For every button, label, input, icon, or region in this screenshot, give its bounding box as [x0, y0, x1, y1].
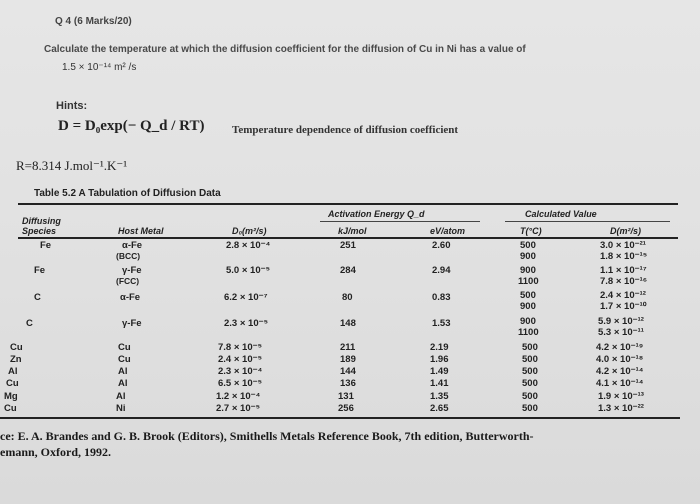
row7-kj: 136: [340, 378, 356, 389]
row9-host: Ni: [116, 403, 126, 414]
row8-t1: 500: [522, 391, 538, 402]
row5-d0: 2.4 × 10⁻⁵: [218, 354, 263, 365]
row4-d0: 7.8 × 10⁻⁵: [218, 342, 263, 353]
row8-d1: 1.9 × 10⁻¹³: [598, 391, 644, 402]
row5-kj: 189: [340, 354, 356, 365]
row7-d1: 4.1 × 10⁻¹⁴: [596, 378, 644, 389]
row9-kj: 256: [338, 403, 354, 414]
row6-ev: 1.49: [430, 366, 449, 377]
row6-d1: 4.2 × 10⁻¹⁴: [596, 366, 644, 377]
row2-d2: 1.7 × 10⁻¹⁰: [600, 301, 647, 312]
gas-constant: R=8.314 J.mol⁻¹.K⁻¹: [16, 158, 128, 173]
row3-ev: 1.53: [432, 318, 451, 329]
row7-t1: 500: [522, 378, 538, 389]
row9-ev: 2.65: [430, 403, 449, 414]
formula-note: Temperature dependence of diffusion coefficient: [232, 124, 459, 136]
source-line-1: ce: E. A. Brandes and G. B. Brook (Editors), Smithells Metals Reference Book, 7th edition, Butterworth-: [0, 429, 534, 443]
row3-d2: 5.3 × 10⁻¹¹: [598, 327, 644, 338]
row4-kj: 211: [340, 342, 356, 353]
activation-group-header: Activation Energy Q_d: [328, 209, 425, 219]
row7-ev: 1.41: [430, 378, 449, 389]
row3-species: C: [26, 318, 33, 329]
header-bottom-rule: [18, 237, 678, 239]
row7-host: Al: [118, 378, 128, 389]
row0-ev: 2.60: [432, 240, 451, 251]
row3-t2: 1100: [518, 327, 539, 338]
row9-d1: 1.3 × 10⁻²²: [598, 403, 644, 414]
row6-host: Al: [118, 366, 128, 377]
row6-species: Al: [8, 366, 18, 377]
row8-ev: 1.35: [430, 391, 449, 402]
row1-d2: 7.8 × 10⁻¹⁶: [600, 276, 648, 287]
row6-d0: 2.3 × 10⁻⁴: [218, 366, 263, 377]
activation-group-rule: [320, 221, 480, 222]
row0-d2: 1.8 × 10⁻¹⁵: [600, 251, 648, 262]
row5-ev: 1.96: [430, 354, 449, 365]
header-ev: eV/atom: [430, 226, 466, 236]
row7-d0: 6.5 × 10⁻⁵: [218, 378, 263, 389]
row1-t2: 1100: [518, 276, 539, 287]
question-prompt: Calculate the temperature at which the diffusion coefficient for the diffusion of Cu in Ni has a value of: [44, 44, 526, 55]
row3-t1: 900: [520, 316, 536, 327]
row2-host: α-Fe: [120, 292, 141, 303]
row8-host: Al: [116, 391, 126, 402]
table-source: [0, 428, 700, 460]
row6-t1: 500: [522, 366, 538, 377]
table-title: Table 5.2 A Tabulation of Diffusion Data: [34, 188, 221, 199]
row5-t1: 500: [522, 354, 538, 365]
row1-t1: 900: [520, 265, 536, 276]
row0-d1: 3.0 × 10⁻²¹: [600, 240, 646, 251]
row0-t2: 900: [520, 251, 536, 262]
row1-species: Fe: [34, 265, 46, 276]
row7-species: Cu: [6, 378, 19, 389]
header-tc: T(°C): [520, 226, 542, 236]
source-line-2: emann, Oxford, 1992.: [0, 445, 111, 459]
calculated-group-header: Calculated Value: [525, 209, 597, 219]
row3-d1: 5.9 × 10⁻¹²: [598, 316, 644, 327]
row0-host: α-Fe: [122, 240, 143, 251]
row9-species: Cu: [4, 403, 17, 414]
table-bottom-rule: [0, 417, 680, 419]
row0-species: Fe: [40, 240, 52, 251]
row0-d0: 2.8 × 10⁻⁴: [226, 240, 271, 251]
row9-d0: 2.7 × 10⁻⁵: [216, 403, 261, 414]
question-target-value: 1.5 × 10⁻¹⁴ m² /s: [62, 62, 137, 73]
calculated-group-rule: [505, 221, 670, 222]
row4-host: Cu: [118, 342, 131, 353]
row9-t1: 500: [522, 403, 538, 414]
row1-host-structure: (FCC): [116, 276, 140, 286]
row4-species: Cu: [10, 342, 23, 353]
row2-d1: 2.4 × 10⁻¹²: [600, 290, 646, 301]
row6-kj: 144: [340, 366, 356, 377]
row2-t1: 500: [520, 290, 536, 301]
row2-ev: 0.83: [432, 292, 451, 303]
header-d0: D₀(m²/s): [232, 226, 267, 236]
row4-t1: 500: [522, 342, 538, 353]
row0-host-structure: (BCC): [116, 251, 141, 261]
row3-d0: 2.3 × 10⁻⁵: [224, 318, 269, 329]
question-heading: Q 4 (6 Marks/20): [55, 16, 132, 27]
row4-d1: 4.2 × 10⁻¹⁹: [596, 342, 644, 353]
row8-species: Mg: [4, 391, 18, 402]
header-d: D(m²/s): [610, 226, 641, 236]
hints-label: Hints:: [56, 100, 88, 112]
row3-kj: 148: [340, 318, 356, 329]
row2-kj: 80: [342, 292, 353, 303]
row1-host: γ-Fe: [122, 265, 142, 276]
row0-t1: 500: [520, 240, 536, 251]
row2-species: C: [34, 292, 41, 303]
header-species: Diffusing Species: [22, 216, 61, 236]
row1-d0: 5.0 × 10⁻⁵: [226, 265, 271, 276]
row2-t2: 900: [520, 301, 536, 312]
row0-kj: 251: [340, 240, 356, 251]
diffusion-formula: D = D₀exp(− Q_d / RT): [58, 118, 205, 134]
row4-ev: 2.19: [430, 342, 449, 353]
row8-d0: 1.2 × 10⁻⁴: [216, 391, 261, 402]
header-kj: kJ/mol: [338, 226, 367, 236]
row5-host: Cu: [118, 354, 131, 365]
row5-species: Zn: [10, 354, 22, 365]
row1-d1: 1.1 × 10⁻¹⁷: [600, 265, 647, 276]
row8-kj: 131: [338, 391, 354, 402]
row5-d1: 4.0 × 10⁻¹⁸: [596, 354, 644, 365]
table-top-rule: [18, 203, 678, 205]
row2-d0: 6.2 × 10⁻⁷: [224, 292, 268, 303]
row3-host: γ-Fe: [122, 318, 142, 329]
row1-ev: 2.94: [432, 265, 451, 276]
row1-kj: 284: [340, 265, 356, 276]
header-host: Host Metal: [118, 226, 164, 236]
